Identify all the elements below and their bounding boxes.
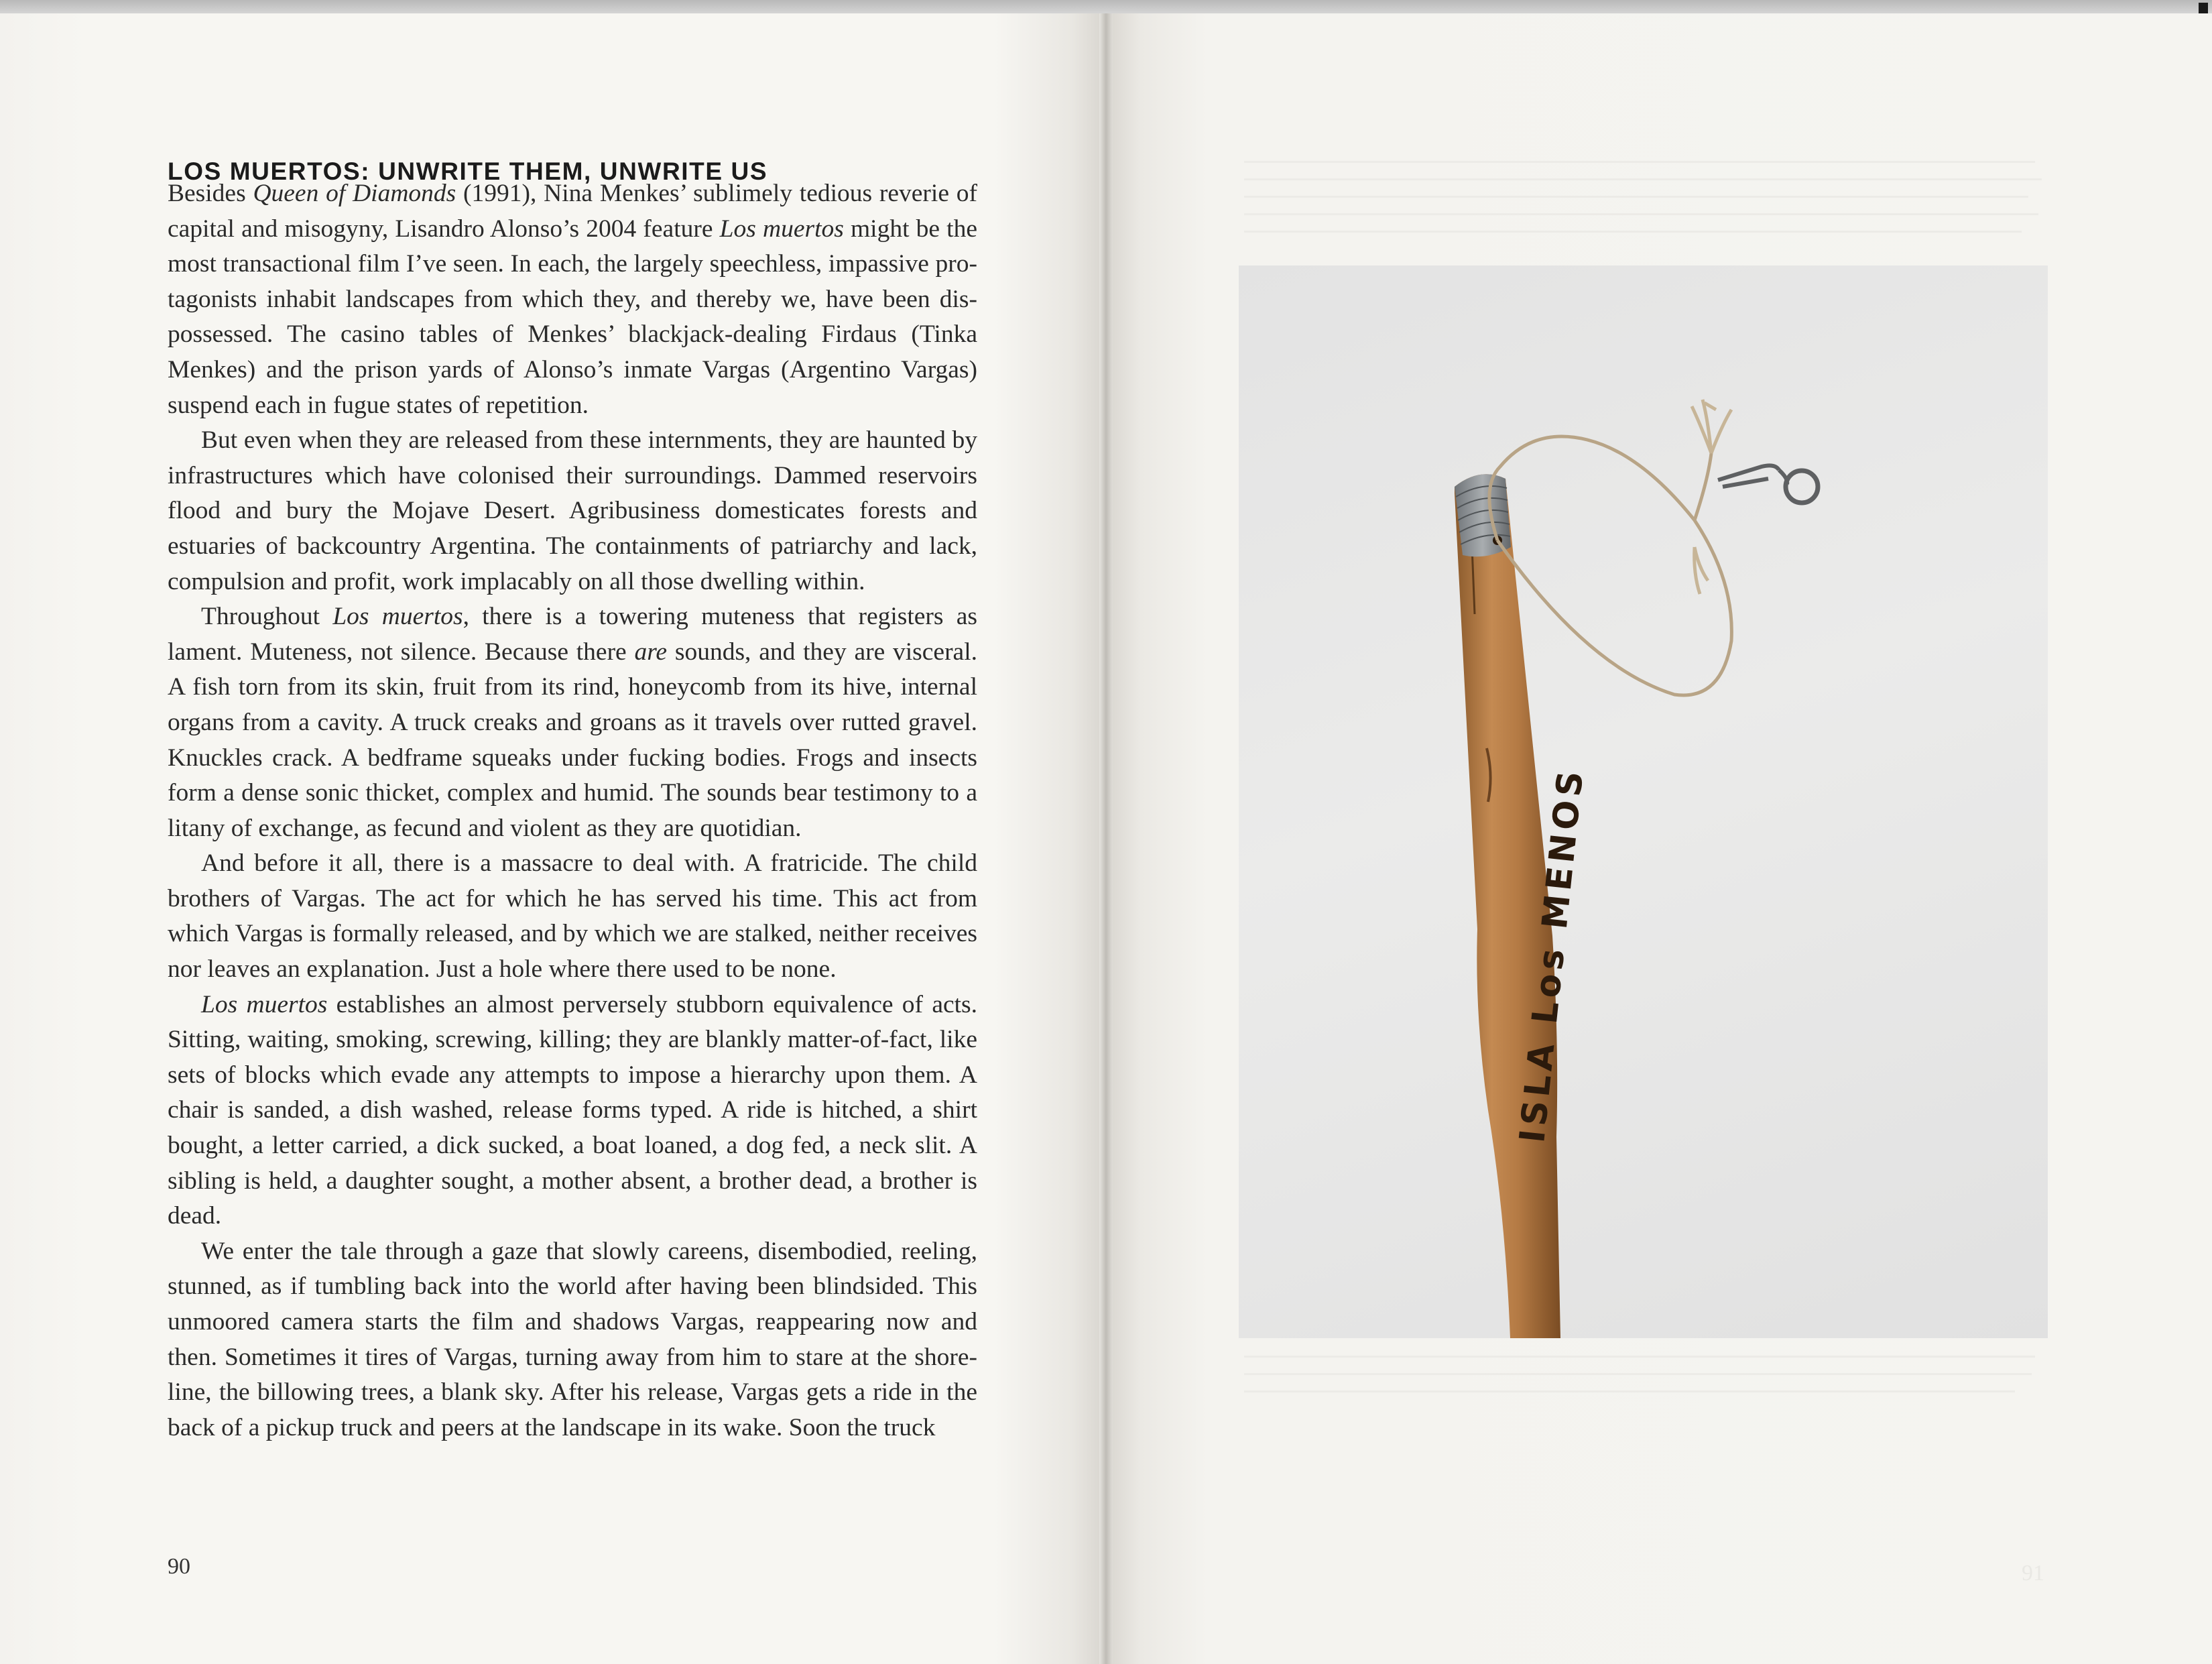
paragraph-text: Throughout [201, 603, 333, 631]
page-number: 90 [168, 1554, 190, 1579]
stick-illustration [1239, 265, 2048, 1338]
body-paragraph [168, 988, 977, 1234]
italic-title-text: Los muertos [201, 990, 328, 1018]
chapter-heading: LOS MUERTOS: UNWRITE THEM, UNWRITE US [168, 157, 768, 185]
body-paragraph [168, 846, 977, 987]
stick-inscription: ISLA Los MENOS [1512, 765, 1592, 1145]
paragraph-text: We enter the tale through a gaze that slowly careens, disembodied, reeling, stunned, as if tumbling back into the world after having been blindsided. This unmoored camera starts the film and shadows Vargas, reappearing now and then. Sometimes it tires of Vargas, turning away from him to stare at the shoreline, the billowing trees, a blank sky. After his release, Vargas gets a ride in the back of a pickup truck and peers at the landscape in its wake. Soon the truck [168, 1237, 977, 1441]
paragraph-text: establishes an almost perversely stubborn equivalence of acts. Sitting, waiting, smoking, screwing, killing; they are blankly matter-of-fact, like sets of blocks which evade any attempts to impose a hierarchy upon them. A chair is sanded, a dish washed, release forms typed. A ride is hitched, a shirt bought, a letter carried, a dick sucked, a boat loaned, a dog fed, a neck slit. A sibling is held, a daughter sought, a mother absent, a brother dead, a brother is dead. [168, 990, 977, 1230]
body-text [168, 176, 977, 1445]
italic-title-text: Los muertos [719, 215, 844, 243]
photo-walking-stick [1239, 265, 2048, 1338]
body-paragraph [168, 423, 977, 599]
paragraph-text: But even when they are released from these internments, they are haunted by infrastructures which have colonised their surroundings. Dammed reservoirs flood and bury the Mojave Desert. Agribusiness domesticates forests and estuaries of backcountry Argentina. The containments of patriarchy and lack, compulsion and profit, work implacably on all those dwelling within. [168, 426, 977, 595]
paragraph-text: And before it all, there is a massacre to deal with. A fratricide. The child brothers of Vargas. The act for which he has served his time. This act from which Vargas is formally released, and by which we are stalked, neither receives nor leaves an explanation. Just a hole where there used to be none. [168, 849, 977, 984]
italic-title-text: are [634, 638, 668, 666]
paragraph-text: (1991), Nina Menkes’ sublimely tedious reverie of capital and misogyny, Lisandro Alonso’s 2004 feature [168, 180, 977, 243]
body-paragraph [168, 1234, 977, 1446]
book-gutter [1099, 13, 1113, 1664]
paragraph-text: Besides [168, 180, 253, 207]
metal-clip [1718, 465, 1818, 503]
body-paragraph [168, 599, 977, 846]
italic-title-text: Los muertos [332, 603, 463, 631]
scan-edge [0, 0, 2212, 15]
paragraph-text: , there is a towering muteness that registers as lament. Muteness, not silence. Because there [168, 603, 977, 666]
body-paragraph [168, 176, 977, 423]
italic-title-text: Queen of Diamonds [253, 180, 456, 207]
paragraph-text: might be the most transactional film I’ve seen. In each, the largely speechless, impassive protagonists inhabit landscapes from which they, and thereby we, have been dispossessed. The casino tables of Menkes’ blackjack-dealing Firdaus (Tinka Menkes) and the prison yards of Alonso’s inmate Vargas (Argentino Vargas) suspend each in fugue states of repetition. [168, 215, 978, 419]
paragraph-text: sounds, and they are visceral. A fish torn from its skin, fruit from its rind, honeycomb from its hive, internal organs from a cavity. A truck creaks and groans as it travels over rutted gravel. Knuckles crack. A bedframe squeaks under fucking bodies. Frogs and insects form a dense sonic thicket, complex and humid. The sounds bear testimony to a litany of exchange, as fecund and violent as they are quotidian. [168, 638, 977, 842]
string-tassel [1692, 400, 1731, 594]
